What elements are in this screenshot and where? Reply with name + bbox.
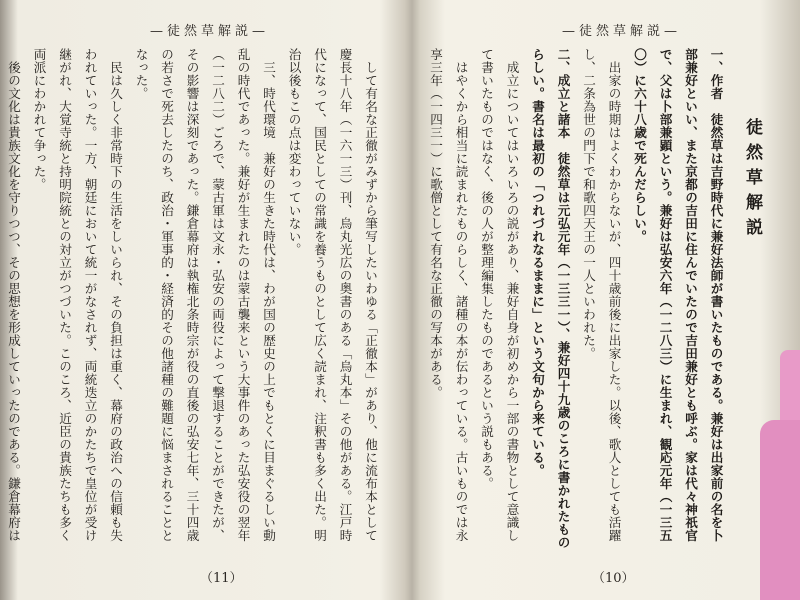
right-page bbox=[412, 0, 800, 600]
running-head-left: —徒然草解説— bbox=[150, 24, 270, 39]
left-page-body bbox=[6, 48, 383, 553]
left-paragraph-4: 後の文化は貴族文化を守りつつ、その思想を形成していったのである。鎌倉幕府は bbox=[6, 60, 21, 542]
left-paragraph-3: 民は久しく非常時下の生活をしいられ、その負担は重く、幕府の政治への信頼も失われていった。一方、朝廷において統一がなされず、両統迭立のかたちで皇位が受け継がれ、大覚寺統と持明院統との対立がつづいた。このころ、近臣の貴族たちも多く両派にわかれて争った。 bbox=[31, 48, 123, 542]
right-page-body bbox=[428, 48, 764, 553]
right-paragraph-5: はやくから相当に読まれたものらしく、諸種の本が伝わっている。古いものでは永享三年（一四三一）に歌僧として有名な正徹の写本がある。 bbox=[428, 48, 469, 542]
pink-sticky-tab bbox=[760, 420, 800, 600]
right-paragraph-3: 二、成立と諸本 徒然草は元弘元年（一三三一）、兼好四十九歳のころに書かれたものらしい。書名は最初の「つれづれなるままに」という文句から来ている。 bbox=[530, 48, 571, 549]
page-number-left: （11） bbox=[200, 571, 243, 586]
right-paragraph-2: 出家の時期はよくわからないが、四十歳前後に出家した。以後、歌人としても活躍し、二条為世の門下で和歌四天王の一人といわれた。 bbox=[581, 48, 622, 542]
page-title: 徒然草解説 bbox=[742, 118, 762, 243]
running-head-right: —徒然草解説— bbox=[562, 24, 682, 39]
left-paragraph-2: 三、時代環境 兼好の生きた時代は、わが国の歴史の上でもとくに目まぐるしい動乱の時代であった。兼好が生まれたのは蒙古襲来という大事件のあった弘安役の翌年（一二八二）ごろで、蒙古軍は文永・弘安の両役によって撃退することができたが、その影響は深刻であった。鎌倉幕府は執権北条時宗が役の直後の弘安七年、三十四歳の若さで死去したのち、政治・軍事的・経済的その他諸種の難題に悩まされることとなった。 bbox=[133, 48, 276, 542]
left-paragraph-1: して有名な正徹がみずから筆写したいわゆる「正徹本」があり、他に流布本として慶長十八年（一六一三）刊、烏丸光広の奥書のある「烏丸本」その他がある。江戸時代になって、国民としての常識を養うものとして広く読まれ、注釈書も多く出た。明治以後もこの点は変わっていない。 bbox=[286, 48, 378, 542]
right-paragraph-1: 一、作者 徒然草は吉野時代に兼好法師が書いたものである。兼好は出家前の名を卜部兼好といい、また京都の吉田に住んでいたので吉田兼好とも呼ぶ。家は代々神祇官で、父は卜部兼顕という。兼好は弘安六年（一二八三）に生まれ、観応元年（一三五〇）に六十八歳で死んだらしい。 bbox=[632, 48, 724, 542]
page-number-right: （10） bbox=[592, 571, 635, 586]
pink-sticky-tab-upper bbox=[780, 350, 800, 430]
right-paragraph-4: 成立についてはいろいろの説があり、兼好自身が初めから一部の書物として意識して書いたものではなく、後の人が整理編集したものであるという説もある。 bbox=[479, 48, 520, 542]
